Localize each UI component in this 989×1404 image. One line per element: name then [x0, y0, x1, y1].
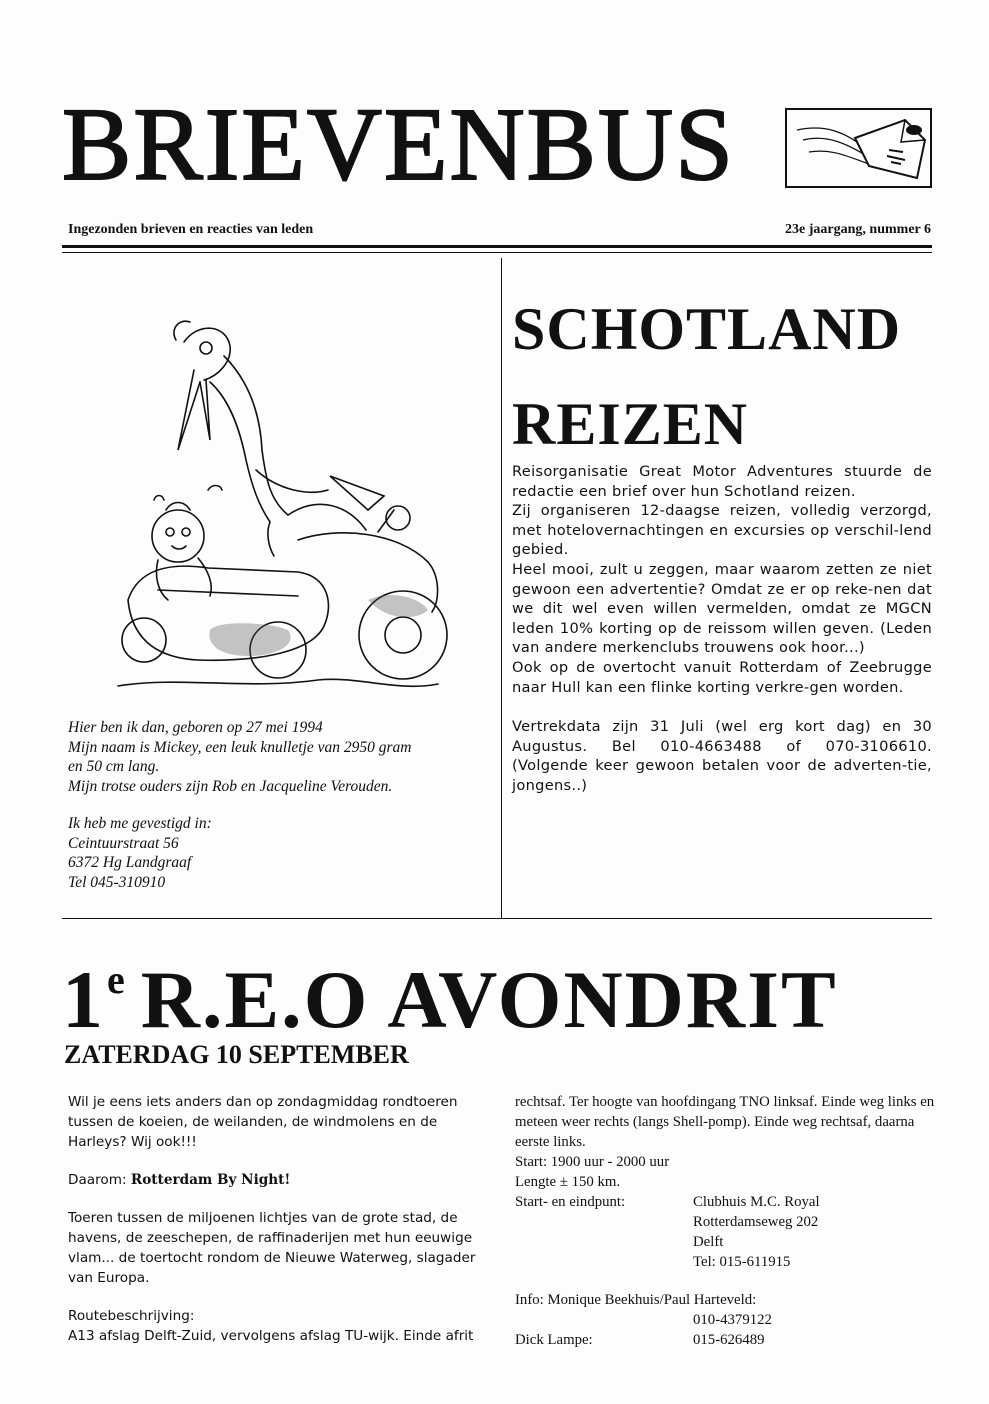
header-rule [62, 245, 932, 248]
avondrit-right-column [515, 1092, 935, 1350]
location-line: Clubhuis M.C. Royal [693, 1194, 820, 1210]
route-label: Routebeschrijving: [68, 1308, 195, 1324]
article-paragraph: Zij organiseren 12-daagse reizen, volledig verzorgd, met hotelovernachtingen en excursies op verschil-lend gebied. [512, 502, 932, 559]
article-paragraph: Vertrekdata zijn 31 Juli (wel erg kort dag) en 30 Augustus. Bel 010-4663488 of 070-3106610. (Volgende keer gewoon betalen voor de adverten-tie, jongens..) [512, 718, 932, 794]
schotland-heading-line1: SCHOTLAND [512, 296, 902, 362]
location-line: Delft [693, 1234, 724, 1250]
birth-notice [68, 718, 498, 892]
contact-2-phone: 015-626489 [693, 1332, 765, 1348]
avondrit-paragraph: Wil je eens iets anders dan op zondagmiddag rondtoeren tussen de koeien, de weilanden, de windmolens en de Harleys? Wij ook!!! [68, 1094, 458, 1150]
contact-2 [515, 1330, 935, 1350]
info-contact: Info: Monique Beekhuis/Paul Harteveld: [515, 1292, 757, 1308]
route-text: A13 afslag Delft-Zuid, vervolgens afslag TU-wijk. Einde afrit [68, 1328, 474, 1344]
route-length: Lengte ± 150 km. [515, 1174, 621, 1190]
contact-2-label: Dick Lampe: [515, 1332, 593, 1348]
avondrit-paragraph: Toeren tussen de miljoenen lichtjes van de grote stad, de havens, de zeeschepen, de raffinaderijen met hun eeuwige vlam... de toertocht rondom de Nieuwe Waterweg, slagader van Europa. [68, 1210, 476, 1286]
masthead-subtitle: Ingezonden brieven en reacties van leden [68, 222, 314, 237]
avondrit-heading: 1e R.E.O AVONDRIT [62, 954, 838, 1045]
birth-line: en 50 cm lang. [68, 758, 160, 775]
info-phone: 010-4379122 [693, 1312, 772, 1328]
start-location-label: Start- en eindpunt: [515, 1194, 626, 1210]
location-line: Rotterdamseweg 202 [693, 1214, 819, 1230]
article-paragraph: Reisorganisatie Great Motor Adventures stuurde de redactie een brief over hun Schotland reizen. [512, 463, 932, 500]
address-line: Tel 045-310910 [68, 873, 166, 891]
avondrit-slogan: Daarom: Rotterdam By Night! [68, 1172, 291, 1188]
avondrit-left-column [68, 1092, 498, 1346]
column-divider [501, 258, 502, 918]
schotland-heading-line2: REIZEN [512, 391, 749, 457]
issue-number: 23e jaargang, nummer 6 [785, 222, 931, 237]
header-rule-thin [62, 252, 932, 253]
envelope-mailslot-icon [785, 108, 932, 188]
birth-line: Mijn naam is Mickey, een leuk knulletje van 2950 gram [68, 738, 412, 756]
location-line: Tel: 015-611915 [693, 1254, 791, 1270]
avondrit-date: ZATERDAG 10 SEPTEMBER [64, 1040, 409, 1069]
birth-line: Mijn trotse ouders zijn Rob en Jacqueline Verouden. [68, 777, 393, 795]
article-paragraph: Ook op de overtocht vanuit Rotterdam of Zeebrugge naar Hull kan een flinke korting verkre-gen worden. [512, 658, 932, 696]
masthead-title: BRIEVENBUS [62, 87, 735, 202]
article-paragraph: Heel mooi, zult u zeggen, maar waarom zetten ze niet gewoon een advertentie? Omdat ze er op reke-nen dat we dit wel even willen vermelden, omdat ze MGCN leden 10% korting op de reissom willen geven. (Leden van andere merkenclubs trouwens ook hoor...) [512, 560, 932, 657]
birth-line: Hier ben ik dan, geboren op 27 mei 1994 [68, 719, 323, 736]
address-line: Ceintuurstraat 56 [68, 834, 179, 852]
start-time: Start: 1900 uur - 2000 uur [515, 1154, 670, 1170]
address-line: Ik heb me gevestigd in: [68, 815, 212, 832]
schotland-heading [512, 282, 932, 472]
address-line: 6372 Hg Landgraaf [68, 854, 192, 871]
start-location [515, 1192, 935, 1272]
route-text-cont: rechtsaf. Ter hoogte van hoofdingang TNO linksaf. Einde weg links en meteen weer rechts (langs Shell-pomp). Einde weg rechtsaf, daarna eerste links. [515, 1094, 935, 1150]
stork-motorcycle-baby-drawing [98, 300, 458, 700]
section-rule [62, 918, 932, 919]
schotland-article [512, 462, 932, 796]
